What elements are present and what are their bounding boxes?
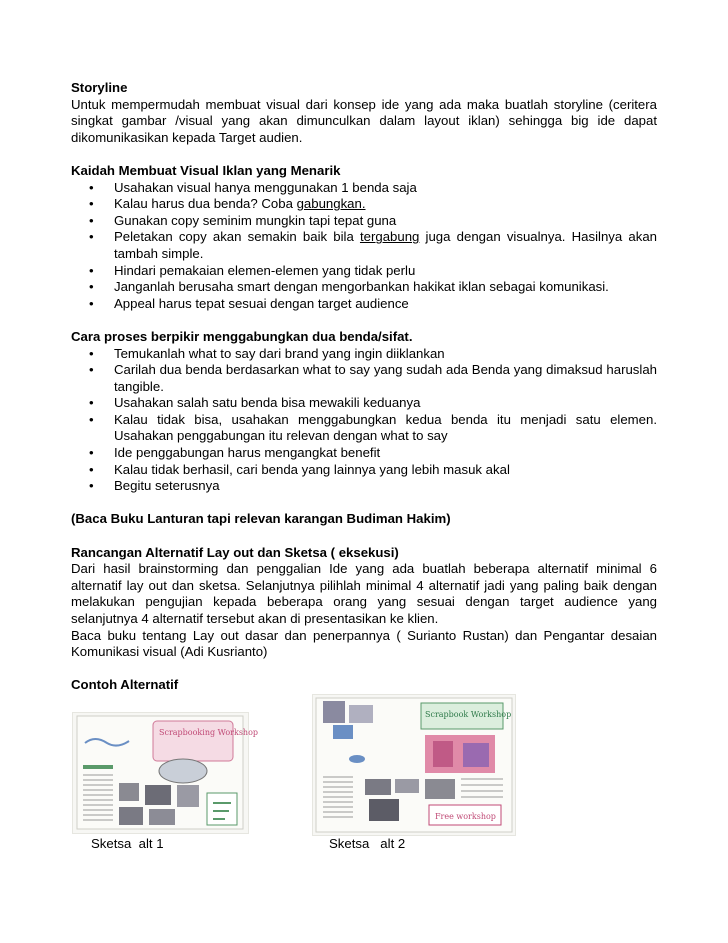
bullet-icon: • — [89, 179, 94, 195]
cara-list-item-text: Carilah dua benda berdasarkan what to say yang sudah ada Benda yang dimaksud haruslah tangible. — [114, 362, 657, 394]
bullet-icon: • — [89, 345, 94, 361]
kaidah-list-item-text: Kalau harus dua benda? Coba — [114, 196, 297, 212]
kaidah-list-item-text: Appeal harus tepat sesuai dengan target audience — [114, 295, 409, 311]
kaidah-list-item-text: Gunakan copy seminim mungkin tapi tepat guna — [114, 212, 397, 228]
bullet-icon: • — [89, 295, 94, 311]
document-body — [71, 80, 657, 694]
cara-list-item — [71, 478, 657, 495]
cara-list-item-text: Kalau tidak berhasil, cari benda yang lainnya yang lebih masuk akal — [114, 461, 510, 477]
sketch-alt-1-image — [72, 712, 259, 834]
sketch-alt-2-drawing — [313, 695, 515, 835]
cara-list-item-text: Kalau tidak bisa, usahakan menggabungkan kedua benda itu menjadi satu elemen. Usahakan penggabungan itu relevan dengan what to say — [114, 411, 657, 444]
kaidah-heading: Kaidah Membuat Visual Iklan yang Menarik — [71, 162, 341, 178]
kaidah-list-item-underlined: gabungkan. — [296, 196, 366, 212]
bullet-icon: • — [89, 362, 94, 378]
storyline-heading: Storyline — [71, 80, 128, 95]
cara-list-item-text: Begitu seterusnya — [114, 478, 220, 494]
kaidah-list-item-text: Hindari pemakaian elemen-elemen yang tidak perlu — [114, 262, 416, 278]
cara-list-item — [71, 362, 657, 395]
sketch-alt-1-drawing — [73, 713, 259, 833]
sketch-alt-1-caption: Sketsa alt 1 — [91, 836, 164, 851]
cara-list — [71, 346, 657, 495]
cara-list-item-text: Usahakan salah satu benda bisa mewakili keduanya — [114, 395, 421, 411]
sketch-alt-1-title: Scrapbooking Workshop — [159, 728, 259, 737]
bullet-icon: • — [89, 461, 94, 477]
cara-heading: Cara proses berpikir menggabungkan dua benda/sifat. — [71, 328, 413, 344]
kaidah-list-item — [71, 279, 657, 296]
rancangan-paragraph-1: Dari hasil brainstorming dan penggalian Ide yang ada buatlah beberapa alternatif minimal 6 alternatif lay out dan sketsa. Selanjutnya pilihlah minimal 4 alternatif jadi yang paling baik dengan melakukan pengujian kepada beberapa orang yang sesuai dengan target audience yang selanjutnya 4 alternatif tersebut akan di presentasikan ke klien. — [71, 561, 657, 626]
bullet-icon: • — [89, 262, 94, 278]
bullet-icon: • — [89, 411, 94, 427]
kaidah-list-item — [71, 296, 657, 313]
kaidah-list-item — [71, 229, 657, 262]
cara-list-item — [71, 346, 657, 363]
rancangan-heading: Rancangan Alternatif Lay out dan Sketsa ( eksekusi) — [71, 544, 399, 560]
bullet-icon: • — [89, 445, 94, 461]
bullet-icon: • — [89, 212, 94, 228]
cara-list-item-text: Temukanlah what to say dari brand yang ingin diiklankan — [114, 345, 445, 361]
bullet-icon: • — [89, 279, 94, 295]
rancangan-paragraph-2: Baca buku tentang Lay out dasar dan penerpannya ( Surianto Rustan) dan Pengantar desaian Komunikasi visual (Adi Kusrianto) — [71, 627, 657, 660]
kaidah-list-item-text-end: juga dengan visualnya. Hasilnya akan tambah simple. — [114, 229, 657, 261]
kaidah-list-item-text: Usahakan visual hanya menggunakan 1 benda saja — [114, 179, 417, 195]
cara-list-item — [71, 445, 657, 462]
cara-list-item — [71, 395, 657, 412]
kaidah-list-item — [71, 213, 657, 230]
book-reference-note: (Baca Buku Lanturan tapi relevan karangan Budiman Hakim) — [71, 511, 451, 527]
kaidah-list-item-underlined: tergabung — [359, 229, 420, 245]
sketch-alt-2-caption: Sketsa alt 2 — [329, 836, 406, 851]
kaidah-list-item — [71, 196, 657, 213]
bullet-icon: • — [89, 478, 94, 494]
kaidah-list-item-text: Janganlah berusaha smart dengan mengorbankan hakikat iklan sebagai komunikasi. — [114, 279, 609, 295]
kaidah-list-item — [71, 180, 657, 197]
contoh-heading: Contoh Alternatif — [71, 677, 179, 693]
cara-list-item — [71, 412, 657, 445]
cara-list-item — [71, 462, 657, 479]
bullet-icon: • — [89, 229, 94, 245]
storyline-paragraph: Untuk mempermudah membuat visual dari konsep ide yang ada maka buatlah storyline (ceritera singkat gambar /visual yang akan dimunculkan dalam layout iklan) sehingga big ide dapat dikomunikasikan kepada Target audien. — [71, 96, 657, 145]
sketch-alt-2-image — [312, 694, 516, 836]
bullet-icon: • — [89, 196, 94, 212]
kaidah-list-item-text: Peletakan copy akan semakin baik bila — [114, 229, 360, 245]
kaidah-list-item — [71, 263, 657, 280]
kaidah-list — [71, 180, 657, 313]
bullet-icon: • — [89, 395, 94, 411]
sketch-alt-2-tag: Free workshop — [435, 812, 496, 821]
sketch-alt-2-title: Scrapbook Workshop — [425, 710, 512, 719]
cara-list-item-text: Ide penggabungan harus mengangkat benefit — [114, 445, 381, 461]
